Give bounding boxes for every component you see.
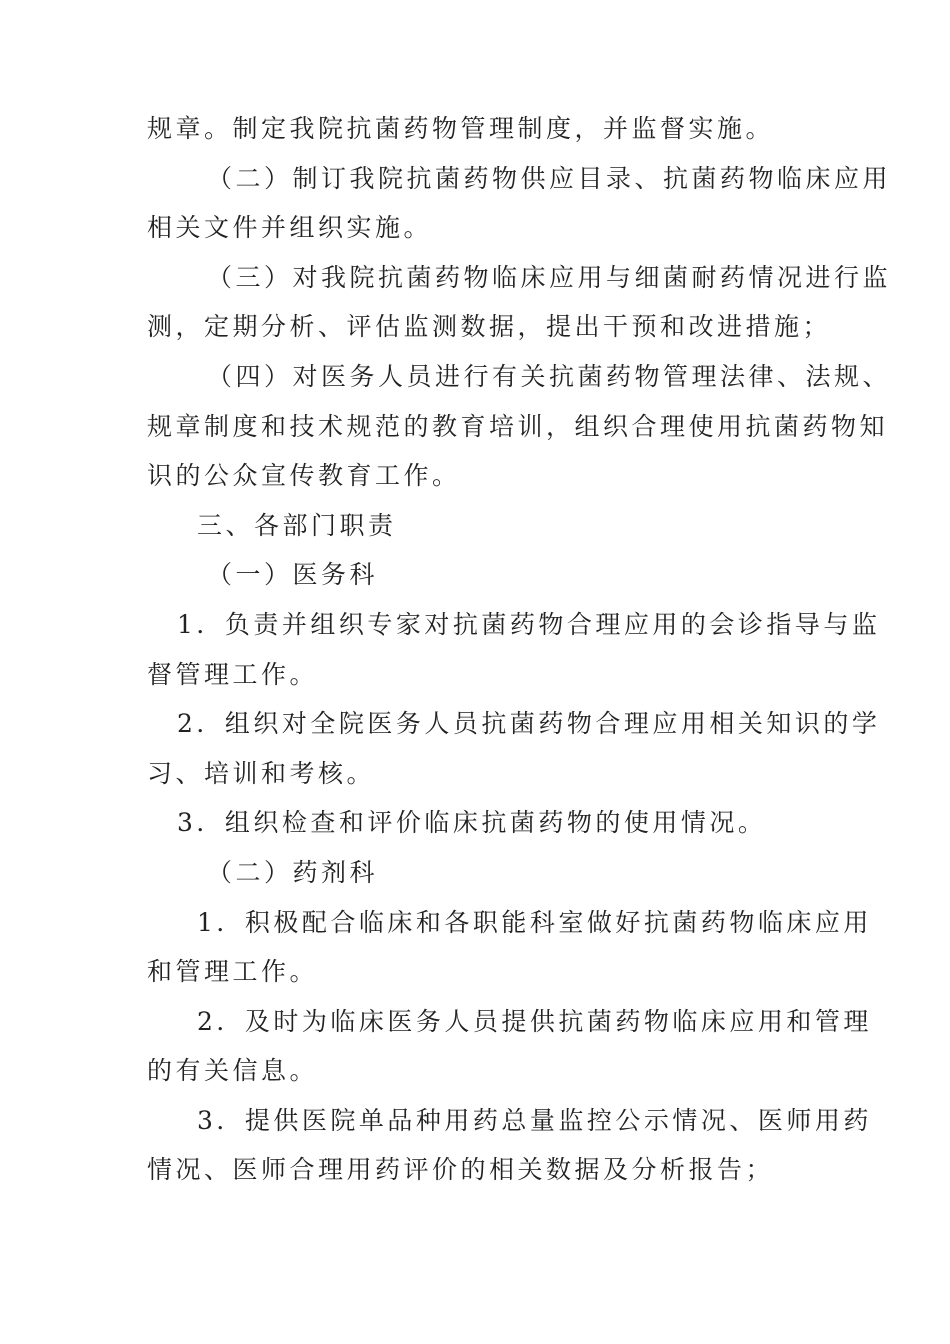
text-line: 1．负责并组织专家对抗菌药物合理应用的会诊指导与监	[177, 609, 881, 639]
text-line: 1．积极配合临床和各职能科室做好抗菌药物临床应用	[197, 907, 872, 937]
text-line: 3．提供医院单品种用药总量监控公示情况、医师用药	[197, 1105, 872, 1135]
text-line: 习、培训和考核。	[147, 758, 376, 788]
text-line: 和管理工作。	[147, 957, 319, 987]
text-line: （二）制订我院抗菌药物供应目录、抗菌药物临床应用	[207, 163, 892, 193]
text-line: 规章制度和技术规范的教育培训，组织合理使用抗菌药物知	[147, 411, 889, 441]
text-line: 规章。制定我院抗菌药物管理制度，并监督实施。	[147, 114, 775, 143]
text-line: 3．组织检查和评价临床抗菌药物的使用情况。	[177, 808, 767, 838]
text-line: 识的公众宣传教育工作。	[147, 461, 461, 491]
text-line: （四）对医务人员进行有关抗菌药物管理法律、法规、	[207, 361, 892, 391]
text-line: 2．及时为临床医务人员提供抗菌药物临床应用和管理	[197, 1006, 872, 1036]
text-line: 2．组织对全院医务人员抗菌药物合理应用相关知识的学	[177, 709, 881, 739]
text-line: 相关文件并组织实施。	[147, 213, 433, 243]
section-heading: 三、各部门职责	[197, 510, 397, 540]
text-line: 督管理工作。	[147, 659, 319, 689]
document-body	[147, 104, 892, 1195]
subsection-heading: （二）药剂科	[207, 857, 379, 887]
text-line: 情况、医师合理用药评价的相关数据及分析报告；	[147, 1155, 775, 1185]
subsection-heading: （一）医务科	[207, 560, 379, 590]
text-line: 的有关信息。	[147, 1056, 319, 1086]
text-line: 测，定期分析、评估监测数据，提出干预和改进措施；	[147, 312, 832, 342]
text-line: （三）对我院抗菌药物临床应用与细菌耐药情况进行监	[207, 262, 892, 292]
